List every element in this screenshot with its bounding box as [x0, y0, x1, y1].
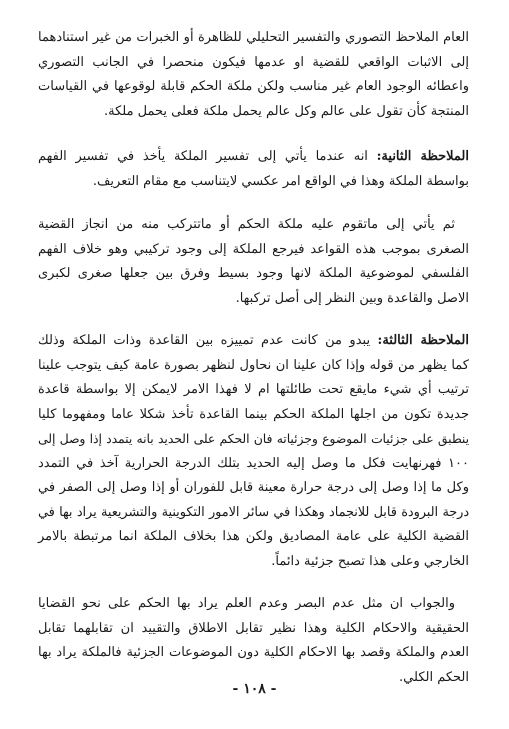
text-line: العام الملاحظ التصوري والتفسير التحليلي للظاهرة أو الخبرات من غير استنادهما [38, 30, 469, 45]
text-fragment: انه عندما يأتي إلى تفسير الملكة يأخذ في تفسير الفهم [38, 149, 368, 164]
text-line [38, 145, 469, 170]
section-heading: الملاحظة الثالثة: [377, 333, 469, 348]
text-line: العدم والملكة وقصد بها الاحكام الكلية دون الموضوعات الجزئية فالملكة يراد بها [38, 645, 469, 660]
page-number: - ١٠٨ - [232, 681, 277, 697]
text-line: ينطبق على جزئيات الموضوع وجزئياته فان الحكم على الحديد بانه يتمدد إذا وصل إلى [38, 432, 469, 446]
text-fragment: يبدو من كانت عدم تمييزه بين القاعدة وذات الملكة وذلك [38, 333, 371, 348]
section-heading: الملاحظة الثانية: [376, 149, 469, 164]
text-line: درجة البرودة قابل للانجماد وهكذا في سائر الامور التكوينية والتشريعية يراد بها في [38, 504, 469, 520]
text-line: الخارجي وعلى هذا تصبح جزئية دائماً. [271, 553, 469, 569]
paragraph-5 [38, 592, 469, 690]
text-line: الحقيقية والاحكام الكلية وهذا نظير تقابل الاطلاق والتقييد ان تقابلهما تقابل [38, 620, 469, 636]
paragraph-4 [38, 329, 469, 574]
text-line [38, 329, 469, 354]
text-line: وكل ما إذا وصل إلى درجة حرارة معينة قابل للفوران أو إذا وصل إلى الصفر في [38, 480, 469, 495]
text-line: ترتيب أي شيء مايقع تحت طائلتها ام لا فهذا الامر لايمكن إلا بواسطة قاعدة [38, 382, 469, 397]
paragraph-1 [38, 26, 469, 124]
text-line: الحكم الكلي. [399, 669, 469, 685]
text-line: والجواب ان مثل عدم البصر وعدم العلم يراد بها الحكم على نحو القضايا [38, 596, 455, 611]
paragraph-3 [38, 213, 469, 311]
text-line: الاصل والقاعدة وبين النظر إلى أصل تركبها. [235, 290, 469, 306]
text-line: بواسطة الملكة وهذا في الواقع امر عكسي لايتناسب مع مقام التعريف. [92, 173, 469, 189]
paragraph-2 [38, 145, 469, 194]
text-line: جديدة تكون من اجلها الملكة الحكم بينما القاعدة تأخذ شكلا عاما ومفهوما كليا [38, 406, 469, 422]
text-line: إلى الاثبات الواقعي للقضية او عدمها فيكون منحصرا في الجانب التصوري [38, 54, 469, 70]
text-line: الفلسفي لموضوعية الملكة لانها وجود بسيط وفرق بين جعلها صغرى لكبرى [38, 266, 469, 281]
text-line: المنتجة كأن تقول على عالم وكل عالم يحمل ملكة فعلى يحمل ملكة. [103, 103, 469, 119]
text-line: ١٠٠ فهرنهايت فكل ما وصل إليه الحديد بتلك الدرجة الحرارية آخذ في التمدد [38, 455, 469, 471]
text-line: ثم يأتي إلى ماتقوم عليه ملكة الحكم أو ماتتركب منه من انجاز القضية [38, 217, 455, 232]
text-line: القضية الكلية على عامة المصاديق ولكن هذا بخلاف الملكة انما مرتبطة بالامر [38, 529, 469, 544]
text-line: واعطائه الوجود العام غير مناسب ولكن ملكة الحكم قابلة لوقوعها في القياسات [38, 79, 469, 94]
text-line: كما يظهر من قوله وإذا كان علينا ان نحاول لنظهر بصورة عامة كيف يتوجب علينا [38, 357, 469, 373]
text-line: الصغرى بموجب هذه القواعد فيرجع الملكة إلى وجود تركيبي وهو خلاف الفهم [38, 241, 469, 257]
document-page [38, 26, 469, 702]
